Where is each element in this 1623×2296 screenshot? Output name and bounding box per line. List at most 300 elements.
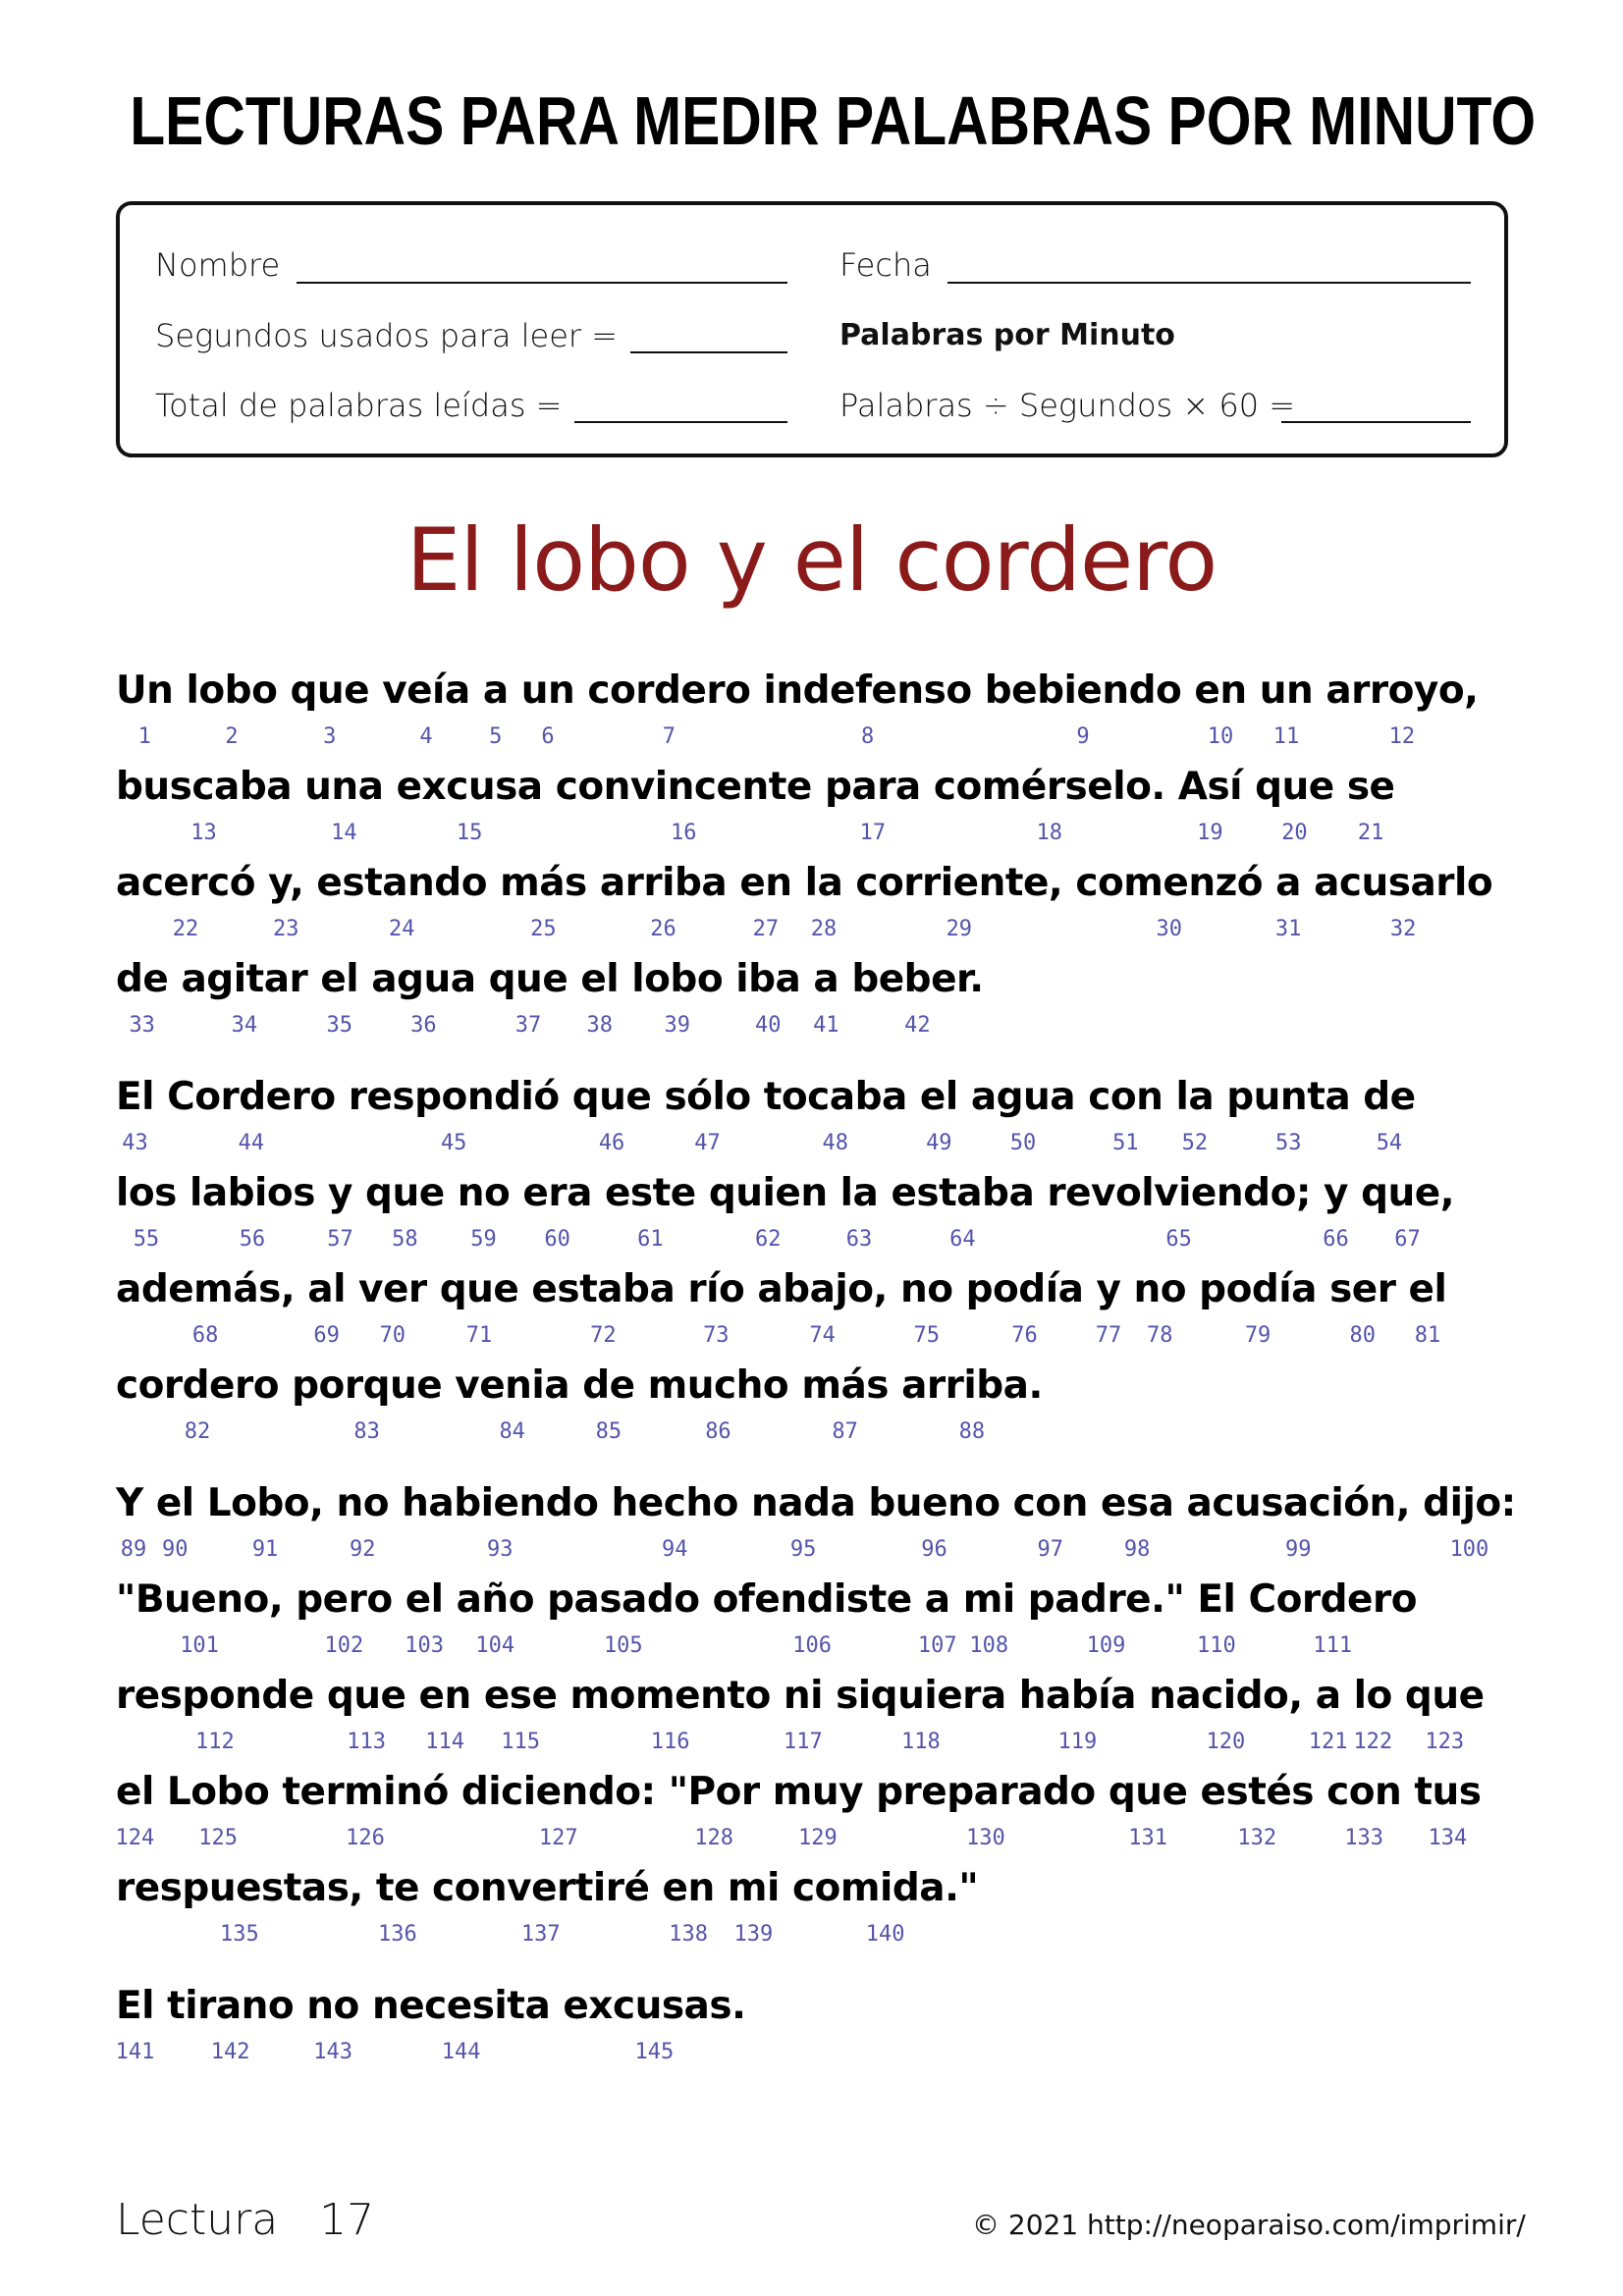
word-number: 70 <box>379 1323 406 1348</box>
word-count-line <box>0 2040 1623 2065</box>
word-number: 136 <box>377 1922 417 1947</box>
wpm-result-field[interactable] <box>1281 421 1471 423</box>
word: pero <box>296 1577 393 1622</box>
text-line <box>116 667 1515 716</box>
word: excusa <box>396 765 543 809</box>
word-number: 28 <box>810 917 838 941</box>
date-field[interactable] <box>947 282 1471 284</box>
reading-label: Lectura <box>116 2195 279 2245</box>
word-number: 89 <box>120 1537 147 1562</box>
word: revolviendo; <box>1047 1171 1311 1215</box>
word: beber. <box>851 957 984 1001</box>
word-number: 101 <box>180 1633 219 1658</box>
date-label: Fecha <box>839 246 932 284</box>
word-number: 97 <box>1037 1537 1064 1562</box>
word-number: 124 <box>115 1826 155 1850</box>
word-number: 140 <box>865 1922 905 1947</box>
word: que <box>571 1075 652 1119</box>
word: se <box>1346 765 1395 809</box>
word-number: 50 <box>1009 1131 1037 1155</box>
word: mi <box>727 1866 780 1910</box>
word-number: 91 <box>251 1537 279 1562</box>
word-number: 137 <box>520 1922 561 1947</box>
word: a <box>1315 1674 1341 1718</box>
word: en <box>1194 668 1247 713</box>
word: sólo <box>664 1075 751 1119</box>
text-line <box>116 1479 1515 1528</box>
word-number: 76 <box>1011 1323 1038 1348</box>
word-number: 10 <box>1207 724 1234 749</box>
word-number: 65 <box>1165 1227 1192 1252</box>
word: podía <box>965 1267 1084 1311</box>
word: el <box>919 1075 958 1119</box>
word-number: 42 <box>904 1013 931 1038</box>
word-number: 120 <box>1206 1730 1246 1754</box>
word-count-line <box>0 1922 1623 1948</box>
word: nada <box>750 1481 856 1525</box>
word: corriente, <box>855 861 1063 905</box>
word: que <box>326 1674 406 1718</box>
word-number: 80 <box>1349 1323 1377 1348</box>
word-count-line <box>0 1013 1623 1039</box>
word-number: 90 <box>161 1537 189 1562</box>
reading-number <box>116 2195 374 2245</box>
word-number: 64 <box>949 1227 976 1252</box>
word: y, <box>268 861 304 905</box>
word-number: 108 <box>969 1633 1009 1658</box>
word-number: 25 <box>530 917 557 941</box>
word: indefenso <box>763 668 972 713</box>
word-number: 77 <box>1095 1323 1122 1348</box>
word: la <box>1175 1075 1215 1119</box>
word: el <box>320 957 359 1001</box>
word-number: 18 <box>1036 821 1063 845</box>
word: dijo: <box>1423 1481 1516 1525</box>
word: labios <box>189 1171 315 1215</box>
formula-label: Palabras ÷ Segundos × 60 = <box>839 387 1296 424</box>
word-number: 92 <box>350 1537 376 1562</box>
word: el <box>405 1577 444 1622</box>
word: tocaba <box>763 1075 907 1119</box>
word-number: 119 <box>1057 1730 1098 1754</box>
word: arriba <box>599 861 728 905</box>
word: de <box>582 1363 635 1408</box>
word: el <box>155 1481 194 1525</box>
word-number: 102 <box>324 1633 364 1658</box>
word: la <box>804 861 843 905</box>
word: en <box>662 1866 715 1910</box>
word-number: 142 <box>210 2040 250 2064</box>
word: con <box>1326 1770 1402 1814</box>
word: un <box>1259 668 1314 713</box>
word-count-line <box>0 1633 1623 1659</box>
word: lo <box>1353 1674 1392 1718</box>
word-number: 141 <box>115 2040 155 2064</box>
word: agitar <box>181 957 308 1001</box>
word: con <box>1088 1075 1163 1119</box>
word: pasado <box>547 1577 700 1622</box>
word: con <box>1012 1481 1088 1525</box>
word: tirano <box>167 1984 295 2028</box>
word: estés <box>1200 1770 1315 1814</box>
word-number: 114 <box>425 1730 465 1754</box>
word-number: 75 <box>913 1323 940 1348</box>
word-number: 115 <box>501 1730 541 1754</box>
word-number: 52 <box>1181 1131 1209 1155</box>
word-number: 56 <box>239 1227 266 1252</box>
word-number: 39 <box>664 1013 690 1038</box>
word: arriba. <box>901 1363 1043 1408</box>
word-number: 23 <box>272 917 299 941</box>
word: de <box>116 957 169 1001</box>
word: lobo <box>631 957 724 1001</box>
word: cordero <box>587 668 751 713</box>
word-number: 82 <box>184 1419 211 1444</box>
word-number: 45 <box>440 1131 467 1155</box>
word-number: 131 <box>1128 1826 1167 1850</box>
text-line <box>116 1864 1515 1913</box>
word: que <box>1255 765 1334 809</box>
word-number: 21 <box>1357 821 1384 845</box>
word: además, <box>116 1267 296 1311</box>
word-number: 51 <box>1112 1131 1139 1155</box>
word-number: 49 <box>926 1131 952 1155</box>
word: bebiendo <box>984 668 1182 713</box>
word: que, <box>1361 1171 1455 1215</box>
word: comida." <box>791 1866 979 1910</box>
word-number: 73 <box>703 1323 730 1348</box>
word-count-line <box>0 1826 1623 1851</box>
word: no <box>457 1171 511 1215</box>
word-number: 130 <box>966 1826 1005 1850</box>
word-count-line <box>0 821 1623 846</box>
word: a <box>1275 861 1301 905</box>
word-number: 12 <box>1388 724 1416 749</box>
word: cordero <box>116 1363 280 1408</box>
text-line <box>116 1982 1515 2031</box>
word-number: 26 <box>650 917 676 941</box>
word-count-line <box>0 1323 1623 1349</box>
text-line <box>116 859 1515 908</box>
word-number: 111 <box>1313 1633 1353 1658</box>
total-words-field[interactable] <box>574 421 787 423</box>
text-line <box>116 1265 1515 1314</box>
word: muy <box>772 1770 864 1814</box>
word-number: 54 <box>1376 1131 1403 1155</box>
word-number: 72 <box>590 1323 617 1348</box>
word: había <box>1018 1674 1136 1718</box>
word-number: 67 <box>1394 1227 1421 1252</box>
word-number: 117 <box>784 1730 823 1754</box>
word: abajo, <box>757 1267 888 1311</box>
name-label: Nombre <box>155 246 281 284</box>
word: habiendo <box>402 1481 599 1525</box>
word: Así <box>1177 765 1243 809</box>
word-number: 94 <box>661 1537 688 1562</box>
word: río <box>687 1267 745 1311</box>
word: más <box>500 861 587 905</box>
word: que <box>439 1267 519 1311</box>
word-number: 118 <box>901 1730 941 1754</box>
word: esa <box>1100 1481 1174 1525</box>
word: los <box>116 1171 177 1215</box>
word-number: 40 <box>755 1013 782 1038</box>
name-field[interactable] <box>297 282 787 284</box>
word-number: 11 <box>1272 724 1300 749</box>
word-number: 128 <box>694 1826 734 1850</box>
word: ofendiste <box>712 1577 912 1622</box>
word: y <box>1324 1171 1348 1215</box>
word-number: 71 <box>465 1323 493 1348</box>
word-number: 126 <box>346 1826 385 1850</box>
word-number: 143 <box>313 2040 352 2064</box>
word-number: 41 <box>813 1013 839 1038</box>
word: bueno <box>868 1481 1001 1525</box>
word: necesita <box>371 1984 551 2028</box>
word: acercó <box>116 861 256 905</box>
word: que <box>290 668 370 713</box>
word: era <box>522 1171 592 1215</box>
word-number: 122 <box>1353 1730 1393 1754</box>
word: año <box>456 1577 534 1622</box>
word-number: 32 <box>1389 917 1417 941</box>
word-number: 6 <box>541 724 555 749</box>
word: "Bueno, <box>116 1577 284 1622</box>
word: respondió <box>348 1075 560 1119</box>
word: estaba <box>531 1267 676 1311</box>
word-number: 85 <box>595 1419 622 1444</box>
word-number: 110 <box>1196 1633 1236 1658</box>
word-number: 27 <box>752 917 780 941</box>
word: este <box>604 1171 696 1215</box>
word: podía <box>1199 1267 1317 1311</box>
word: Cordero <box>167 1075 336 1119</box>
total-words-label: Total de palabras leídas = <box>155 387 563 424</box>
word-number: 139 <box>733 1922 774 1947</box>
word: estando <box>316 861 488 905</box>
word: padre." <box>1027 1577 1185 1622</box>
word-number: 2 <box>225 724 239 749</box>
word: El <box>116 1075 155 1119</box>
word-number: 9 <box>1076 724 1090 749</box>
word: mi <box>962 1577 1015 1622</box>
word-number: 20 <box>1281 821 1308 845</box>
word: convincente <box>555 765 812 809</box>
word: veía <box>382 668 470 713</box>
word-number: 43 <box>122 1131 148 1155</box>
word-number: 100 <box>1449 1537 1489 1562</box>
word-count-line <box>0 1730 1623 1755</box>
word: punta <box>1226 1075 1351 1119</box>
seconds-field[interactable] <box>630 351 787 353</box>
word-count-line <box>0 917 1623 942</box>
word-number: 34 <box>231 1013 258 1038</box>
word: y <box>328 1171 352 1215</box>
word: El <box>1197 1577 1236 1622</box>
word-number: 46 <box>598 1131 625 1155</box>
word-number: 60 <box>544 1227 570 1252</box>
word: excusas. <box>563 1984 746 2028</box>
word: terminó <box>282 1770 449 1814</box>
text-line <box>116 1073 1515 1122</box>
page-title: LECTURAS PARA MEDIR PALABRAS POR MINUTO <box>130 82 1537 159</box>
text-line <box>116 1362 1515 1411</box>
word: tus <box>1414 1770 1482 1814</box>
word: diciendo: <box>460 1770 656 1814</box>
word-number: 81 <box>1414 1323 1441 1348</box>
word-number: 104 <box>475 1633 515 1658</box>
word-number: 15 <box>456 821 483 845</box>
word-number: 84 <box>499 1419 525 1444</box>
word-number: 53 <box>1274 1131 1302 1155</box>
word: Y <box>116 1481 143 1525</box>
word: te <box>375 1866 419 1910</box>
word-number: 116 <box>650 1730 690 1754</box>
word: la <box>839 1171 879 1215</box>
word-number: 19 <box>1197 821 1223 845</box>
word-number: 4 <box>419 724 433 749</box>
word-count-line <box>0 1131 1623 1156</box>
word-number: 96 <box>921 1537 947 1562</box>
word: que <box>365 1171 445 1215</box>
word-number: 93 <box>487 1537 514 1562</box>
word: a <box>813 957 839 1001</box>
word: comenzó <box>1075 861 1264 905</box>
word-count-line <box>0 1537 1623 1563</box>
word: a <box>482 668 509 713</box>
word: al <box>307 1267 346 1311</box>
text-line <box>116 1768 1515 1817</box>
word: para <box>824 765 921 809</box>
word-number: 66 <box>1323 1227 1349 1252</box>
word-number: 79 <box>1244 1323 1271 1348</box>
word: buscaba <box>116 765 293 809</box>
word-number: 5 <box>489 724 503 749</box>
word-count-line <box>0 1419 1623 1445</box>
word-number: 109 <box>1086 1633 1126 1658</box>
word-number: 106 <box>792 1633 833 1658</box>
word-number: 36 <box>410 1013 437 1038</box>
word: ser <box>1329 1267 1396 1311</box>
word: una <box>304 765 384 809</box>
word-number: 138 <box>669 1922 709 1947</box>
wpm-label: Palabras por Minuto <box>839 318 1175 352</box>
word-number: 98 <box>1123 1537 1151 1562</box>
word: mucho <box>647 1363 789 1408</box>
word: convertiré <box>431 1866 650 1910</box>
word-number: 37 <box>514 1013 542 1038</box>
text-line <box>116 955 1515 1004</box>
text-line <box>116 1169 1515 1218</box>
word: porque <box>292 1363 443 1408</box>
word-number: 133 <box>1344 1826 1384 1850</box>
word-number: 58 <box>392 1227 418 1252</box>
word: nacido, <box>1149 1674 1303 1718</box>
word: de <box>1363 1075 1416 1119</box>
word-number: 113 <box>347 1730 387 1754</box>
word-number: 88 <box>958 1419 986 1444</box>
word: iba <box>735 957 801 1001</box>
word-count-line <box>0 724 1623 750</box>
word-number: 135 <box>219 1922 259 1947</box>
word-number: 83 <box>353 1419 380 1444</box>
reading-count: 17 <box>319 2195 375 2245</box>
word-number: 127 <box>538 1826 578 1850</box>
word-number: 59 <box>470 1227 497 1252</box>
word: ni <box>783 1674 823 1718</box>
word: en <box>418 1674 471 1718</box>
word: acusación, <box>1186 1481 1411 1525</box>
story-title: El lobo y el cordero <box>406 509 1217 611</box>
word: no <box>306 1984 359 2028</box>
word-number: 112 <box>195 1730 235 1754</box>
word-number: 145 <box>634 2040 675 2064</box>
word: Un <box>116 668 174 713</box>
word-number: 125 <box>198 1826 238 1850</box>
word-number: 48 <box>822 1131 849 1155</box>
seconds-label: Segundos usados para leer = <box>155 317 619 354</box>
word-number: 62 <box>754 1227 782 1252</box>
word: quien <box>708 1171 828 1215</box>
word-number: 38 <box>586 1013 614 1038</box>
word-number: 78 <box>1147 1323 1173 1348</box>
word-number: 44 <box>238 1131 265 1155</box>
word: siquiera <box>836 1674 1006 1718</box>
word: que <box>1404 1674 1485 1718</box>
word-number: 24 <box>388 917 415 941</box>
word-number: 22 <box>172 917 199 941</box>
word: el <box>1408 1267 1447 1311</box>
word-number: 17 <box>859 821 887 845</box>
word: no <box>336 1481 390 1525</box>
word-number: 57 <box>327 1227 353 1252</box>
word: agua <box>970 1075 1076 1119</box>
word: lobo <box>186 668 278 713</box>
word-number: 61 <box>637 1227 664 1252</box>
word: responde <box>116 1674 314 1718</box>
word: Cordero <box>1248 1577 1417 1622</box>
word-number: 132 <box>1237 1826 1277 1850</box>
word: ver <box>358 1267 427 1311</box>
word: el <box>580 957 620 1001</box>
word: y <box>1096 1267 1121 1311</box>
word: Lobo, <box>206 1481 324 1525</box>
word-number: 86 <box>705 1419 731 1444</box>
word: momento <box>569 1674 771 1718</box>
text-line <box>116 763 1515 812</box>
word-number: 74 <box>809 1323 836 1348</box>
word-number: 16 <box>671 821 697 845</box>
word: preparado <box>876 1770 1096 1814</box>
word-number: 105 <box>603 1633 643 1658</box>
word: en <box>739 861 792 905</box>
word: Lobo <box>166 1770 270 1814</box>
word: agua <box>371 957 476 1001</box>
word-number: 35 <box>326 1013 352 1038</box>
word-number: 107 <box>917 1633 957 1658</box>
word-number: 55 <box>133 1227 160 1252</box>
word-number: 121 <box>1308 1730 1348 1754</box>
word: venia <box>455 1363 570 1408</box>
word-number: 144 <box>441 2040 481 2064</box>
word-number: 63 <box>845 1227 873 1252</box>
word-number: 103 <box>405 1633 444 1658</box>
word: más <box>801 1363 889 1408</box>
word: que <box>1108 1770 1188 1814</box>
word-number: 8 <box>860 724 875 749</box>
word: estaba <box>891 1171 1035 1215</box>
word: acusarlo <box>1314 861 1493 905</box>
